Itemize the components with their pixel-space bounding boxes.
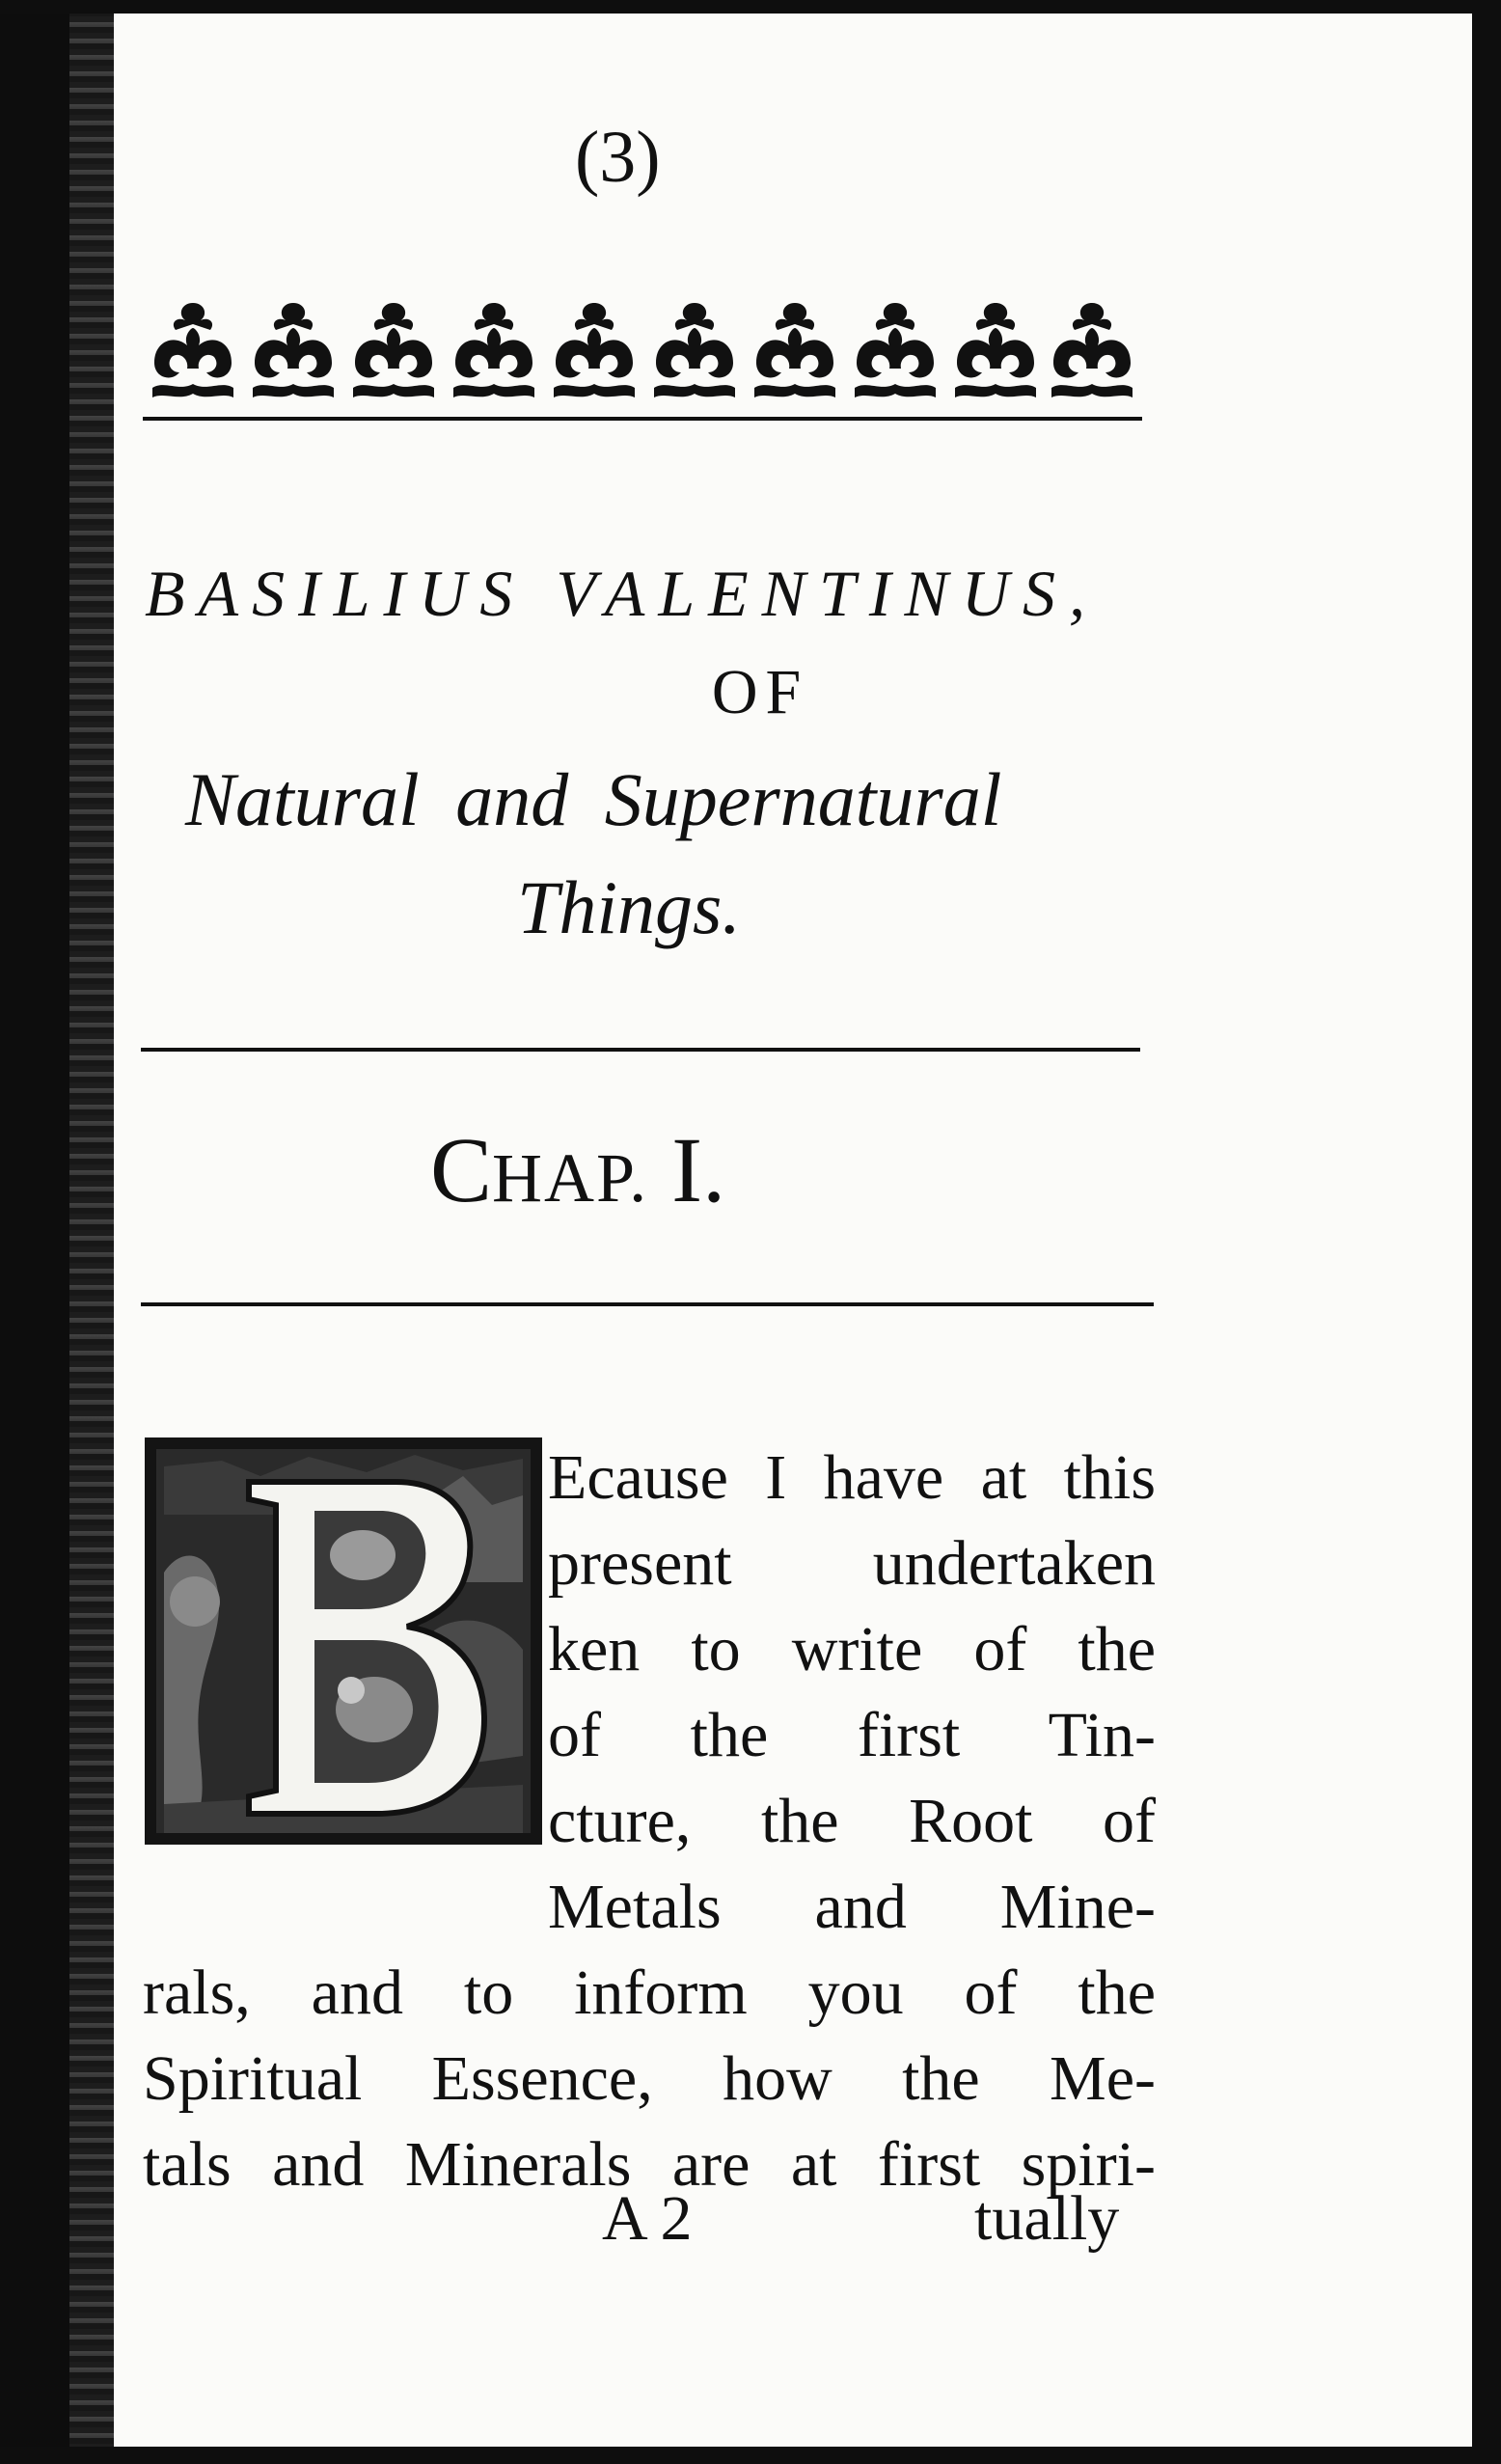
fleuron-ornament-band (145, 291, 1138, 407)
chapter-rule (141, 1302, 1154, 1306)
page-number: (3) (575, 117, 661, 198)
scan-edge-bottom (0, 2447, 1501, 2464)
drop-cap-b-woodcut (145, 1437, 542, 1845)
chapter-heading (430, 1108, 1105, 1233)
body-line: tals and Minerals are at first spiri- (143, 2129, 1156, 2200)
author-name: BASILIUS VALENTINUS, (145, 557, 1099, 630)
title-of: OF (711, 657, 809, 727)
scan-edge-top (0, 0, 1501, 14)
body-line: Metals and Mine- (548, 1872, 1156, 1942)
body-line: cture, the Root of (548, 1786, 1156, 1856)
body-line: Ecause I have at this (548, 1442, 1156, 1513)
ornament-rule (143, 417, 1142, 421)
body-line: rals, and to inform you of the (143, 1958, 1156, 2028)
title-rule (141, 1048, 1140, 1052)
scan-edge-right (1472, 0, 1501, 2464)
chapter-word: HAP. (492, 1139, 649, 1217)
body-line: Spiritual Essence, how the Me- (143, 2043, 1156, 2114)
body-line: present undertaken (548, 1528, 1156, 1599)
catchword: tually (974, 2183, 1120, 2254)
chapter-number: I. (671, 1118, 726, 1221)
chapter-initial: C (430, 1118, 493, 1221)
title-line-2: Things. (517, 865, 741, 949)
binding-texture (69, 0, 114, 2464)
body-line: of the first Tin- (548, 1700, 1156, 1770)
signature-mark: A 2 (602, 2183, 693, 2254)
title-line-1: Natural and Supernatural (185, 757, 1002, 841)
body-line: ken to write of the (548, 1614, 1156, 1684)
